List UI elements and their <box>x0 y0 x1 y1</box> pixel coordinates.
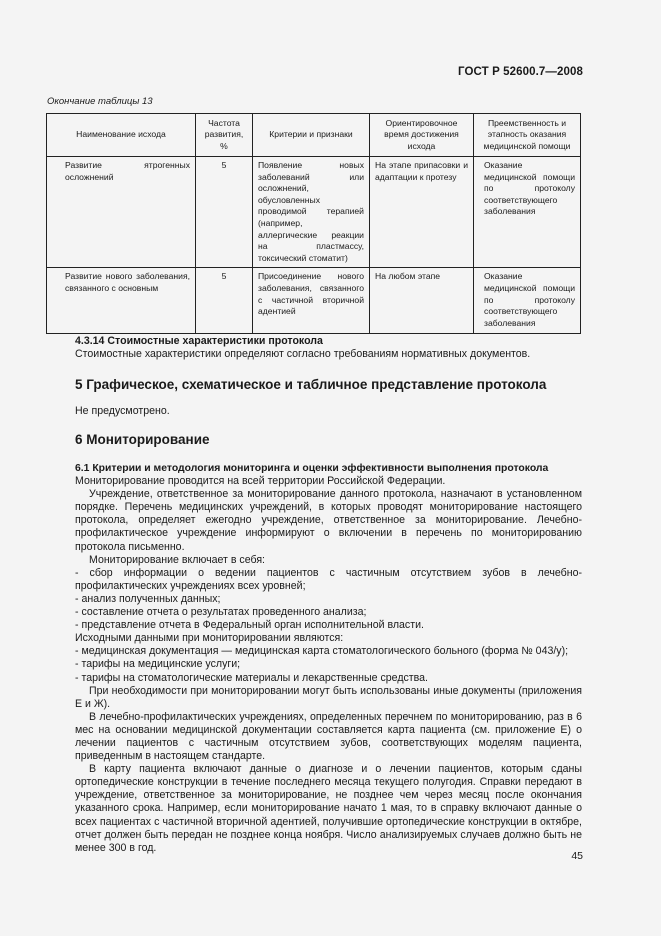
table-cell: Развитие ятрогенных осложнений <box>47 157 196 268</box>
paragraph: Исходными данными при мониторировании являются: <box>75 632 344 645</box>
table-header-cell: Преемственность и этапность оказания медицинской помощи <box>474 114 581 157</box>
paragraph: Мониторирование включает в себя: <box>89 553 266 566</box>
table-cell: Оказание медицинской помощи по протоколу соответствующего заболевания <box>474 157 581 268</box>
page-number: 45 <box>571 850 583 862</box>
table-cell: На этапе припасовки и адаптации к протезу <box>370 157 474 268</box>
table-header-cell: Частота развития, % <box>196 114 253 157</box>
table-cell: Присоединение нового заболевания, связанного с частичной вторичной адентией <box>253 268 370 334</box>
paragraph: Мониторирование проводится на всей территории Российской Федерации. <box>75 475 446 488</box>
table-cell: Оказание медицинской помощи по протоколу соответствующего заболевания <box>474 268 581 334</box>
list-item: - медицинская документация — медицинская карта стоматологического больного (форма № 043/у); <box>75 645 569 658</box>
paragraph: Стоимостные характеристики определяют согласно требованиям нормативных документов. <box>75 348 531 361</box>
section-title: 6.1 Критерии и методология мониторинга и оценки эффективности выполнения протокола <box>75 463 549 474</box>
section-5-title: 5 Графическое, схематическое и табличное представление протокола <box>75 377 547 392</box>
table-header-cell: Ориентировочное время достижения исхода <box>370 114 474 157</box>
table-13 <box>46 113 581 334</box>
paragraph: В лечебно-профилактических учреждениях, определенных перечнем по мониторированию, раз в 6 мес на основании медицинской документации составляется карта пациента (см. приложение Е) о лечении пациентов с частичным отсутствием зубов, соответствующих моделям пациента, приведенным в настоящем стандарте. <box>75 710 582 763</box>
list-item: - анализ полученных данных; <box>75 592 221 605</box>
section-6-1 <box>75 462 582 855</box>
table-row <box>47 157 581 268</box>
paragraph: При необходимости при мониторировании могут быть использованы иные документы (приложения Е и Ж). <box>75 684 582 710</box>
table-cell: Развитие нового заболевания, связанного с основным <box>47 268 196 334</box>
paragraph: Не предусмотрено. <box>75 405 170 417</box>
table-row <box>47 268 581 334</box>
section-4-3-14 <box>75 335 582 361</box>
paragraph: Учреждение, ответственное за мониторирование данного протокола, назначают в установленном порядке. Перечень медицинских учреждений, в которых проводят мониторирование настоящего протокола, определяет ежегодно учреждение, ответственное за мониторирование. Лечебно-профилактическое учреждение информируют о включении в перечень по мониторированию протокола письменно. <box>75 488 582 553</box>
table-header-cell: Критерии и признаки <box>253 114 370 157</box>
table-cell: На любом этапе <box>370 268 474 334</box>
section-6-title: 6 Мониторирование <box>75 432 210 447</box>
section-title: 4.3.14 Стоимостные характеристики протокола <box>75 335 323 347</box>
table-cell: Появление новых заболеваний или осложнений, обусловленных проводимой терапией (например, аллергические реакции на пластмассу, токсический стоматит) <box>253 157 370 268</box>
table-header-cell: Наименование исхода <box>47 114 196 157</box>
list-item: - тарифы на медицинские услуги; <box>75 658 241 671</box>
standard-header: ГОСТ Р 52600.7—2008 <box>458 66 583 78</box>
list-item: - тарифы на стоматологические материалы и лекарственные средства. <box>75 671 429 684</box>
list-item: - составление отчета о результатах проведенного анализа; <box>75 606 367 619</box>
table-cell: 5 <box>196 157 253 268</box>
list-item: - сбор информации о ведении пациентов с частичным отсутствием зубов в лечебно-профилактических учреждениях всех уровней; <box>75 566 582 592</box>
table-cell: 5 <box>196 268 253 334</box>
table-header-row <box>47 114 581 157</box>
list-item: - представление отчета в Федеральный орган исполнительной власти. <box>75 619 424 632</box>
table-caption: Окончание таблицы 13 <box>47 96 153 107</box>
paragraph: В карту пациента включают данные о диагнозе и о лечении пациентов, которым сданы ортопедические конструкции в течение последнего месяца текущего полугодия. Справки передают в учреждение, ответственное за мониторирование, не позднее чем через месяц после окончания указанного срока. Например, если мониторирование начато 1 мая, то в справку включают данные о всех пациентах с частичной вторичной адентией, получившие ортопедические конструкции в октябре, отчет должен быть передан не позднее конца ноября. Число анализируемых случаев должно быть не менее 300 в год. <box>75 763 582 854</box>
